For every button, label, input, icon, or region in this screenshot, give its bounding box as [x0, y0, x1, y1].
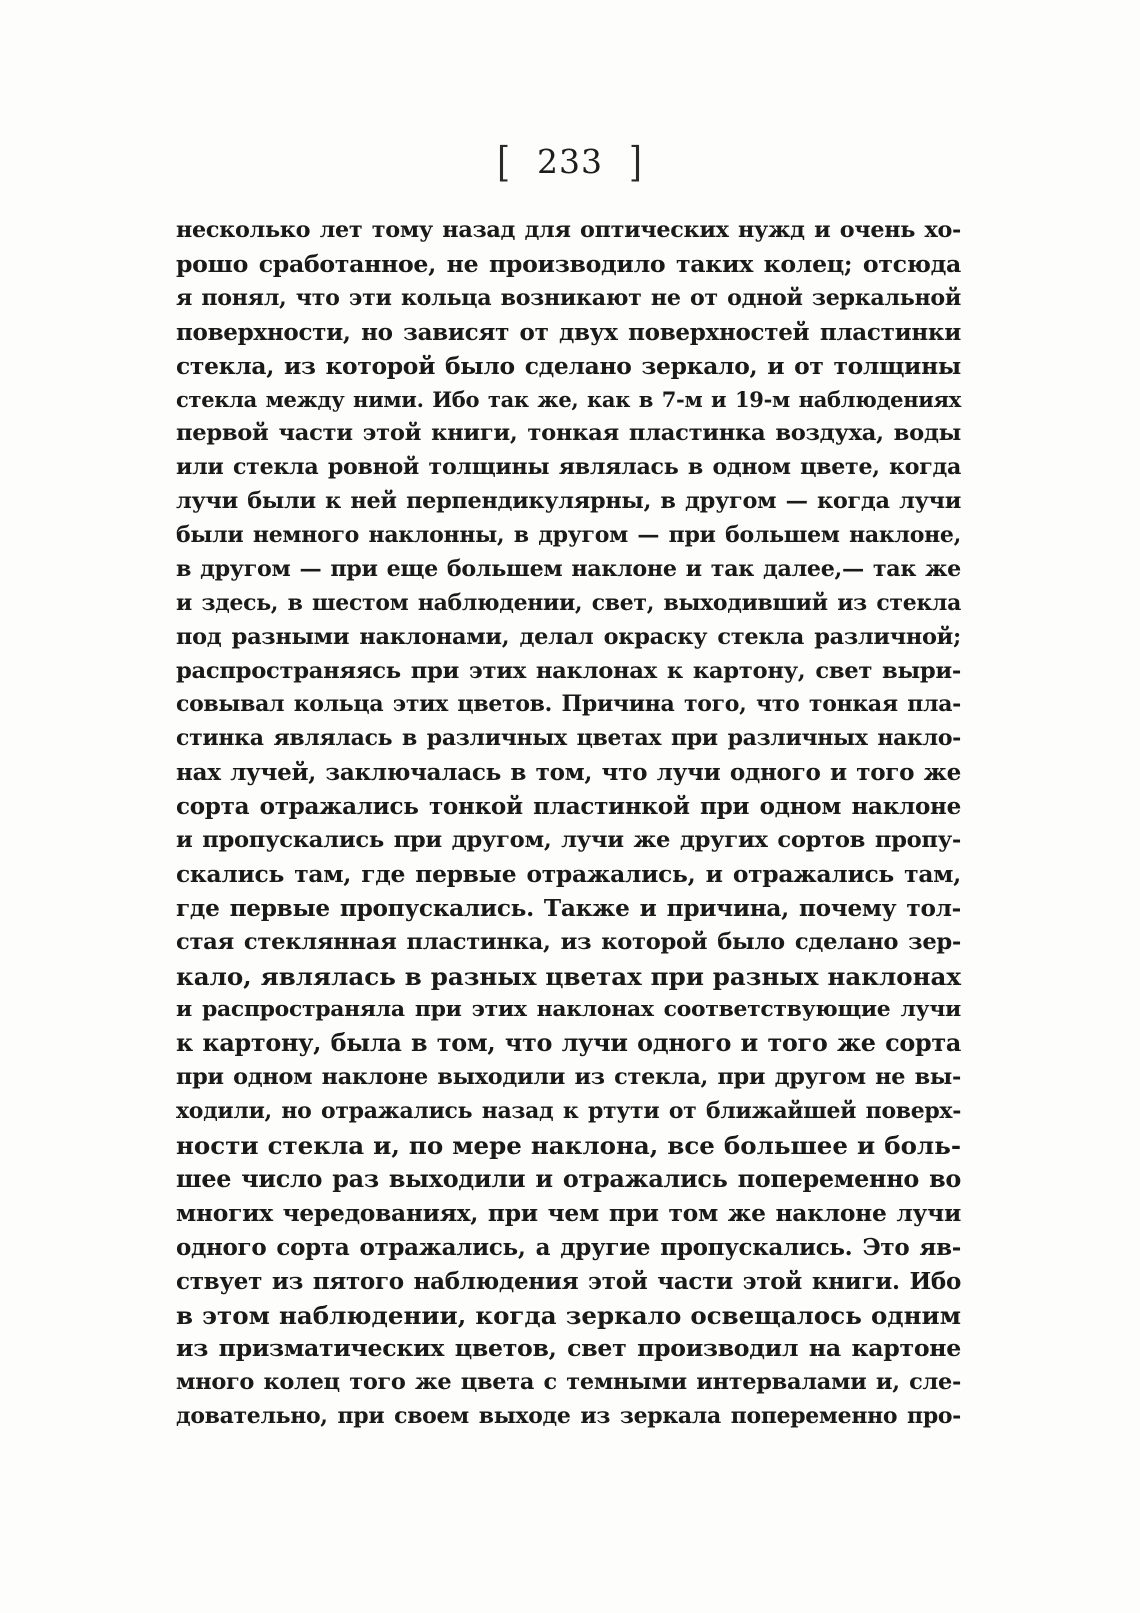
text-line: стекла между ними. Ибо так же, как в 7-м и 19-м наблюдениях — [176, 387, 961, 413]
right-bracket: ] — [629, 137, 643, 186]
text-line: нах лучей, заключалась в том, что лучи одного и того же — [176, 759, 961, 787]
page-number: 233 — [537, 142, 603, 181]
text-line: в другом — при еще большем наклоне и так далее,— так же — [176, 555, 961, 582]
text-line: и распространяла при этих наклонах соответствующие лучи — [176, 996, 961, 1023]
text-line: довательно, при своем выходе из зеркала попеременно про- — [176, 1403, 961, 1430]
text-line: распространяясь при этих наклонах к картону, свет выри- — [176, 657, 961, 684]
text-line: кало, являлась в разных цветах при разных наклонах — [176, 961, 961, 991]
text-line: рошо сработанное, не производило таких колец; отсюда — [176, 249, 961, 278]
text-line: многих чередованиях, при чем при том же наклоне лучи — [176, 1198, 961, 1227]
body-text — [176, 214, 961, 1434]
text-line: много колец того же цвета с темными интервалами и, сле- — [176, 1369, 961, 1396]
text-line: где первые пропускались. Также и причина, почему тол- — [176, 894, 961, 922]
text-line: и здесь, в шестом наблюдении, свет, выходивший из стекла — [176, 589, 961, 616]
text-line: ности стекла и, по мере наклона, все большее и боль- — [176, 1131, 961, 1161]
text-line: сорта отражались тонкой пластинкой при одном наклоне — [176, 793, 961, 821]
text-line: совывал кольца этих цветов. Причина того, что тонкая пла- — [176, 691, 961, 718]
text-line: стинка являлась в различных цветах при различных накло- — [176, 725, 961, 752]
text-line: или стекла ровной толщины являлась в одном цвете, когда — [176, 454, 961, 481]
text-line: стая стеклянная пластинка, из которой было сделано зер- — [176, 928, 961, 955]
text-line: стекла, из которой было сделано зеркало, и от толщины — [176, 351, 961, 380]
text-line: шее число раз выходили и отражались попеременно во — [176, 1164, 961, 1193]
text-line: в этом наблюдении, когда зеркало освещалось одним — [176, 1300, 961, 1330]
text-line: были немного наклонны, в другом — при большем наклоне, — [176, 522, 961, 549]
text-line: ствует из пятого наблюдения этой части этой книги. Ибо — [176, 1267, 961, 1295]
text-line: из призматических цветов, свет производил на картоне — [176, 1334, 961, 1363]
text-line: и пропускались при другом, лучи же других сортов пропу- — [176, 827, 961, 854]
text-line: лучи были к ней перпендикулярны, в другом — когда лучи — [176, 488, 961, 515]
text-line: ходили, но отражались назад к ртути от ближайшей поверх- — [176, 1098, 961, 1125]
page-header — [0, 137, 1140, 186]
text-line: поверхности, но зависят от двух поверхностей пластинки — [176, 318, 961, 346]
text-line: я понял, что эти кольца возникают не от одной зеркальной — [176, 284, 961, 311]
text-line: несколько лет тому назад для оптических нужд и очень хо- — [176, 217, 961, 243]
text-line: при одном наклоне выходили из стекла, при другом не вы- — [176, 1064, 961, 1091]
text-line: одного сорта отражались, а другие пропускались. Это яв- — [176, 1233, 961, 1261]
left-bracket: [ — [497, 137, 511, 186]
text-line: первой части этой книги, тонкая пластинка воздуха, воды — [176, 420, 961, 447]
text-line: под разными наклонами, делал окраску стекла различной; — [176, 623, 961, 650]
text-line: к картону, была в том, что лучи одного и того же сорта — [176, 1029, 961, 1058]
text-line: скались там, где первые отражались, и отражались там, — [176, 859, 961, 888]
